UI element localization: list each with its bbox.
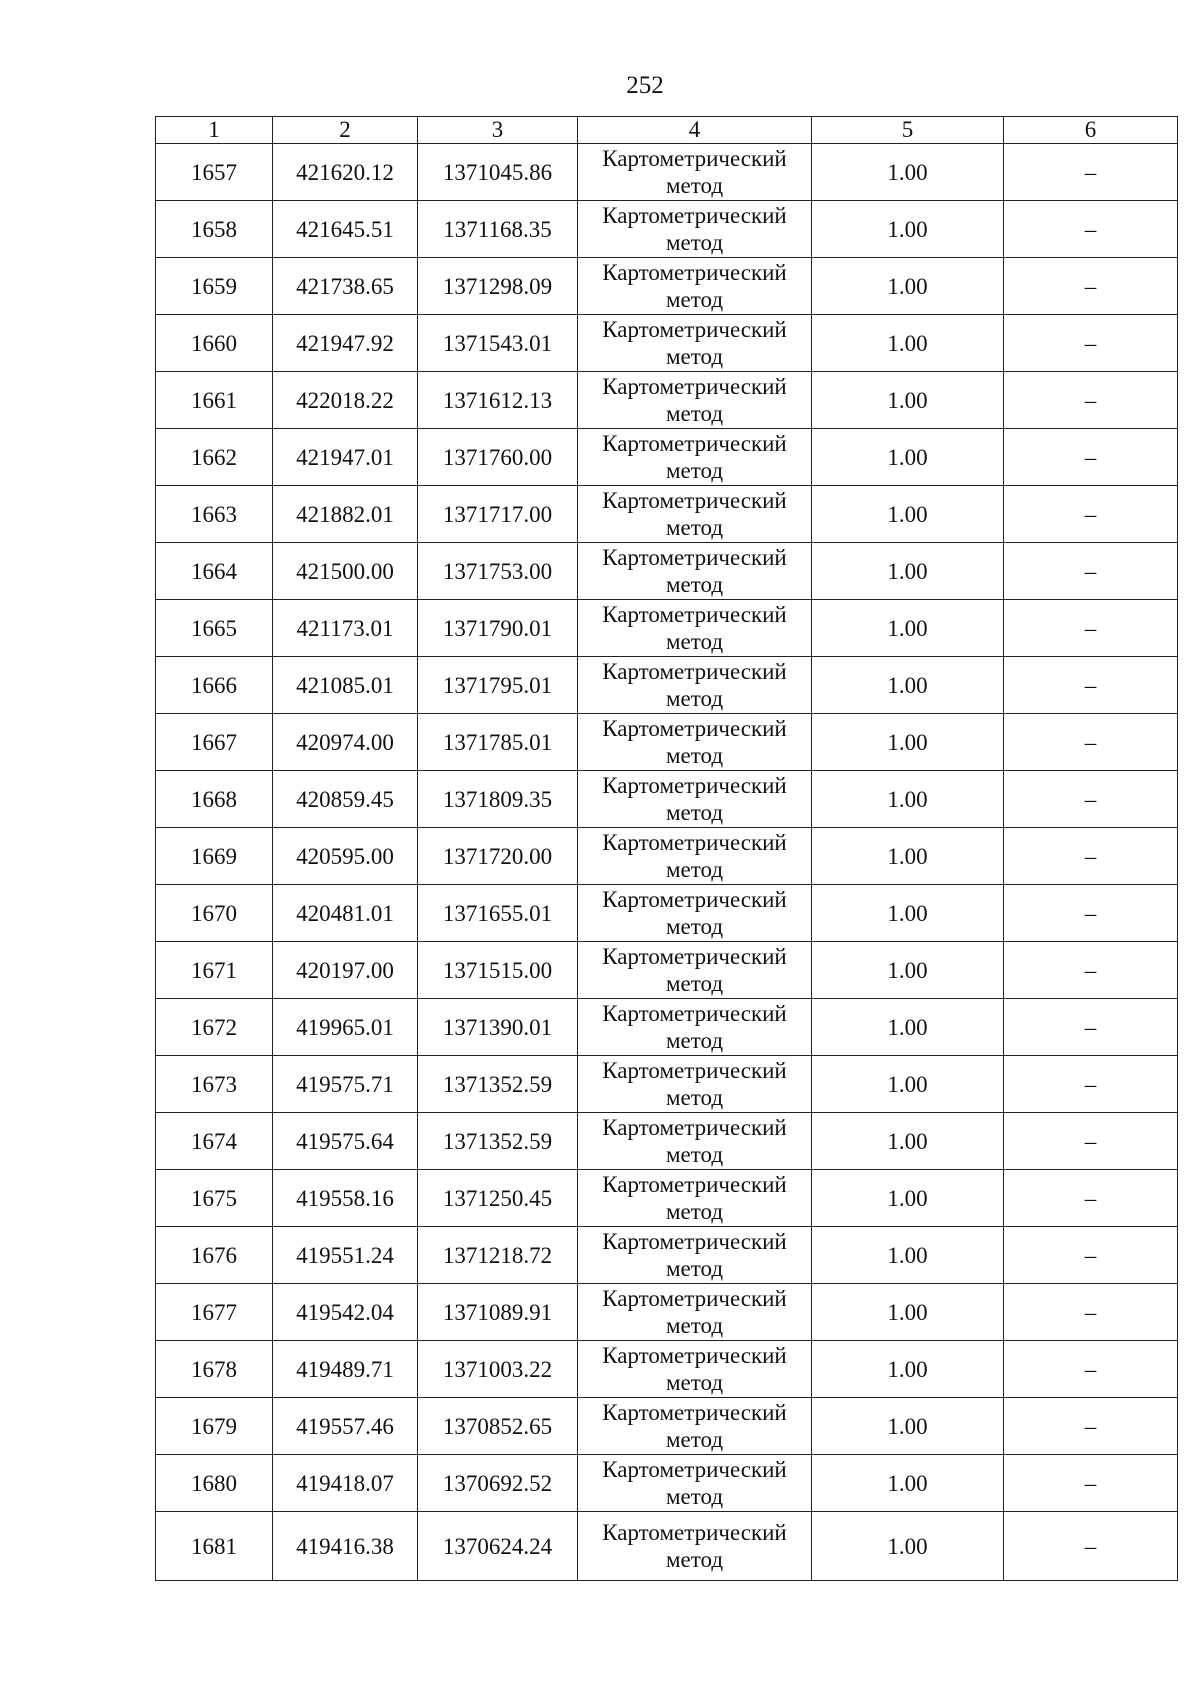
y-coordinate-cell: 1371785.01 xyxy=(418,714,578,771)
x-coordinate-cell: 420974.00 xyxy=(273,714,418,771)
table-row xyxy=(156,543,1178,600)
table-row xyxy=(156,1341,1178,1398)
x-coordinate-cell: 419965.01 xyxy=(273,999,418,1056)
accuracy-cell: 1.00 xyxy=(812,1113,1004,1170)
accuracy-cell: 1.00 xyxy=(812,999,1004,1056)
method-cell: Картометрический метод xyxy=(578,1227,812,1284)
x-coordinate-cell: 419557.46 xyxy=(273,1398,418,1455)
x-coordinate-cell: 420859.45 xyxy=(273,771,418,828)
note-cell: – xyxy=(1004,372,1178,429)
method-cell: Картометрический метод xyxy=(578,1341,812,1398)
point-number-cell: 1663 xyxy=(156,486,273,543)
table-row xyxy=(156,1113,1178,1170)
x-coordinate-cell: 420595.00 xyxy=(273,828,418,885)
table-row xyxy=(156,429,1178,486)
accuracy-cell: 1.00 xyxy=(812,771,1004,828)
x-coordinate-cell: 419575.71 xyxy=(273,1056,418,1113)
y-coordinate-cell: 1371612.13 xyxy=(418,372,578,429)
x-coordinate-cell: 419416.38 xyxy=(273,1512,418,1581)
accuracy-cell: 1.00 xyxy=(812,942,1004,999)
y-coordinate-cell: 1371515.00 xyxy=(418,942,578,999)
method-cell: Картометрический метод xyxy=(578,714,812,771)
table-row xyxy=(156,1512,1178,1581)
y-coordinate-cell: 1371543.01 xyxy=(418,315,578,372)
point-number-cell: 1657 xyxy=(156,144,273,201)
table-row xyxy=(156,885,1178,942)
table-row xyxy=(156,1227,1178,1284)
accuracy-cell: 1.00 xyxy=(812,714,1004,771)
x-coordinate-cell: 421882.01 xyxy=(273,486,418,543)
note-cell: – xyxy=(1004,828,1178,885)
method-cell: Картометрический метод xyxy=(578,372,812,429)
y-coordinate-cell: 1371753.00 xyxy=(418,543,578,600)
y-coordinate-cell: 1371352.59 xyxy=(418,1113,578,1170)
point-number-cell: 1658 xyxy=(156,201,273,258)
y-coordinate-cell: 1371717.00 xyxy=(418,486,578,543)
method-cell: Картометрический метод xyxy=(578,486,812,543)
accuracy-cell: 1.00 xyxy=(812,1170,1004,1227)
y-coordinate-cell: 1371218.72 xyxy=(418,1227,578,1284)
note-cell: – xyxy=(1004,429,1178,486)
note-cell: – xyxy=(1004,885,1178,942)
note-cell: – xyxy=(1004,1341,1178,1398)
page-number: 252 xyxy=(626,72,664,99)
accuracy-cell: 1.00 xyxy=(812,486,1004,543)
note-cell: – xyxy=(1004,258,1178,315)
point-number-cell: 1669 xyxy=(156,828,273,885)
accuracy-cell: 1.00 xyxy=(812,885,1004,942)
method-cell: Картометрический метод xyxy=(578,1113,812,1170)
x-coordinate-cell: 419551.24 xyxy=(273,1227,418,1284)
x-coordinate-cell: 421645.51 xyxy=(273,201,418,258)
y-coordinate-cell: 1371168.35 xyxy=(418,201,578,258)
accuracy-cell: 1.00 xyxy=(812,1227,1004,1284)
table-row xyxy=(156,1398,1178,1455)
point-number-cell: 1674 xyxy=(156,1113,273,1170)
x-coordinate-cell: 421947.01 xyxy=(273,429,418,486)
point-number-cell: 1673 xyxy=(156,1056,273,1113)
point-number-cell: 1659 xyxy=(156,258,273,315)
method-cell: Картометрический метод xyxy=(578,885,812,942)
column-header: 4 xyxy=(578,117,812,144)
table-body xyxy=(156,144,1178,1581)
point-number-cell: 1680 xyxy=(156,1455,273,1512)
note-cell: – xyxy=(1004,771,1178,828)
method-cell: Картометрический метод xyxy=(578,1284,812,1341)
y-coordinate-cell: 1371760.00 xyxy=(418,429,578,486)
table-row xyxy=(156,315,1178,372)
note-cell: – xyxy=(1004,315,1178,372)
y-coordinate-cell: 1371089.91 xyxy=(418,1284,578,1341)
note-cell: – xyxy=(1004,600,1178,657)
x-coordinate-cell: 420197.00 xyxy=(273,942,418,999)
x-coordinate-cell: 421620.12 xyxy=(273,144,418,201)
note-cell: – xyxy=(1004,1113,1178,1170)
accuracy-cell: 1.00 xyxy=(812,1284,1004,1341)
accuracy-cell: 1.00 xyxy=(812,1341,1004,1398)
y-coordinate-cell: 1371250.45 xyxy=(418,1170,578,1227)
point-number-cell: 1679 xyxy=(156,1398,273,1455)
y-coordinate-cell: 1371655.01 xyxy=(418,885,578,942)
method-cell: Картометрический метод xyxy=(578,828,812,885)
method-cell: Картометрический метод xyxy=(578,771,812,828)
table-row xyxy=(156,372,1178,429)
accuracy-cell: 1.00 xyxy=(812,1056,1004,1113)
method-cell: Картометрический метод xyxy=(578,1170,812,1227)
point-number-cell: 1668 xyxy=(156,771,273,828)
y-coordinate-cell: 1371352.59 xyxy=(418,1056,578,1113)
note-cell: – xyxy=(1004,1227,1178,1284)
point-number-cell: 1676 xyxy=(156,1227,273,1284)
accuracy-cell: 1.00 xyxy=(812,372,1004,429)
method-cell: Картометрический метод xyxy=(578,1398,812,1455)
method-cell: Картометрический метод xyxy=(578,942,812,999)
column-header: 2 xyxy=(273,117,418,144)
table-row xyxy=(156,1170,1178,1227)
accuracy-cell: 1.00 xyxy=(812,258,1004,315)
method-cell: Картометрический метод xyxy=(578,429,812,486)
table-row xyxy=(156,600,1178,657)
x-coordinate-cell: 419542.04 xyxy=(273,1284,418,1341)
point-number-cell: 1672 xyxy=(156,999,273,1056)
note-cell: – xyxy=(1004,942,1178,999)
point-number-cell: 1678 xyxy=(156,1341,273,1398)
table-row xyxy=(156,144,1178,201)
note-cell: – xyxy=(1004,999,1178,1056)
column-header: 5 xyxy=(812,117,1004,144)
point-number-cell: 1677 xyxy=(156,1284,273,1341)
table-row xyxy=(156,657,1178,714)
point-number-cell: 1681 xyxy=(156,1512,273,1581)
method-cell: Картометрический метод xyxy=(578,600,812,657)
y-coordinate-cell: 1371809.35 xyxy=(418,771,578,828)
table-row xyxy=(156,1455,1178,1512)
method-cell: Картометрический метод xyxy=(578,201,812,258)
point-number-cell: 1665 xyxy=(156,600,273,657)
accuracy-cell: 1.00 xyxy=(812,1455,1004,1512)
point-number-cell: 1667 xyxy=(156,714,273,771)
note-cell: – xyxy=(1004,486,1178,543)
method-cell: Картометрический метод xyxy=(578,657,812,714)
x-coordinate-cell: 419575.64 xyxy=(273,1113,418,1170)
x-coordinate-cell: 421738.65 xyxy=(273,258,418,315)
method-cell: Картометрический метод xyxy=(578,1056,812,1113)
note-cell: – xyxy=(1004,1455,1178,1512)
note-cell: – xyxy=(1004,1056,1178,1113)
x-coordinate-cell: 420481.01 xyxy=(273,885,418,942)
x-coordinate-cell: 422018.22 xyxy=(273,372,418,429)
method-cell: Картометрический метод xyxy=(578,1512,812,1581)
point-number-cell: 1661 xyxy=(156,372,273,429)
y-coordinate-cell: 1370624.24 xyxy=(418,1512,578,1581)
note-cell: – xyxy=(1004,657,1178,714)
method-cell: Картометрический метод xyxy=(578,258,812,315)
point-number-cell: 1675 xyxy=(156,1170,273,1227)
table-row xyxy=(156,258,1178,315)
accuracy-cell: 1.00 xyxy=(812,600,1004,657)
table-row xyxy=(156,942,1178,999)
table-row xyxy=(156,201,1178,258)
column-header: 6 xyxy=(1004,117,1178,144)
x-coordinate-cell: 419489.71 xyxy=(273,1341,418,1398)
accuracy-cell: 1.00 xyxy=(812,201,1004,258)
note-cell: – xyxy=(1004,144,1178,201)
header-row xyxy=(156,117,1178,144)
accuracy-cell: 1.00 xyxy=(812,1398,1004,1455)
table-row xyxy=(156,486,1178,543)
table-row xyxy=(156,1284,1178,1341)
y-coordinate-cell: 1370692.52 xyxy=(418,1455,578,1512)
y-coordinate-cell: 1371720.00 xyxy=(418,828,578,885)
y-coordinate-cell: 1371003.22 xyxy=(418,1341,578,1398)
table-row xyxy=(156,999,1178,1056)
accuracy-cell: 1.00 xyxy=(812,315,1004,372)
x-coordinate-cell: 419418.07 xyxy=(273,1455,418,1512)
note-cell: – xyxy=(1004,1170,1178,1227)
point-number-cell: 1666 xyxy=(156,657,273,714)
method-cell: Картометрический метод xyxy=(578,999,812,1056)
method-cell: Картометрический метод xyxy=(578,144,812,201)
table-row xyxy=(156,714,1178,771)
x-coordinate-cell: 421500.00 xyxy=(273,543,418,600)
accuracy-cell: 1.00 xyxy=(812,1512,1004,1581)
method-cell: Картометрический метод xyxy=(578,315,812,372)
x-coordinate-cell: 419558.16 xyxy=(273,1170,418,1227)
point-number-cell: 1671 xyxy=(156,942,273,999)
method-cell: Картометрический метод xyxy=(578,543,812,600)
point-number-cell: 1664 xyxy=(156,543,273,600)
y-coordinate-cell: 1371795.01 xyxy=(418,657,578,714)
y-coordinate-cell: 1370852.65 xyxy=(418,1398,578,1455)
method-cell: Картометрический метод xyxy=(578,1455,812,1512)
accuracy-cell: 1.00 xyxy=(812,828,1004,885)
note-cell: – xyxy=(1004,714,1178,771)
table-row xyxy=(156,771,1178,828)
note-cell: – xyxy=(1004,1284,1178,1341)
column-header: 1 xyxy=(156,117,273,144)
note-cell: – xyxy=(1004,1398,1178,1455)
y-coordinate-cell: 1371045.86 xyxy=(418,144,578,201)
x-coordinate-cell: 421173.01 xyxy=(273,600,418,657)
note-cell: – xyxy=(1004,201,1178,258)
point-number-cell: 1670 xyxy=(156,885,273,942)
accuracy-cell: 1.00 xyxy=(812,429,1004,486)
accuracy-cell: 1.00 xyxy=(812,144,1004,201)
column-header: 3 xyxy=(418,117,578,144)
accuracy-cell: 1.00 xyxy=(812,657,1004,714)
table-row xyxy=(156,1056,1178,1113)
accuracy-cell: 1.00 xyxy=(812,543,1004,600)
coordinates-table xyxy=(155,116,1178,1581)
note-cell: – xyxy=(1004,1512,1178,1581)
y-coordinate-cell: 1371298.09 xyxy=(418,258,578,315)
y-coordinate-cell: 1371390.01 xyxy=(418,999,578,1056)
point-number-cell: 1662 xyxy=(156,429,273,486)
table-row xyxy=(156,828,1178,885)
note-cell: – xyxy=(1004,543,1178,600)
x-coordinate-cell: 421085.01 xyxy=(273,657,418,714)
x-coordinate-cell: 421947.92 xyxy=(273,315,418,372)
point-number-cell: 1660 xyxy=(156,315,273,372)
y-coordinate-cell: 1371790.01 xyxy=(418,600,578,657)
